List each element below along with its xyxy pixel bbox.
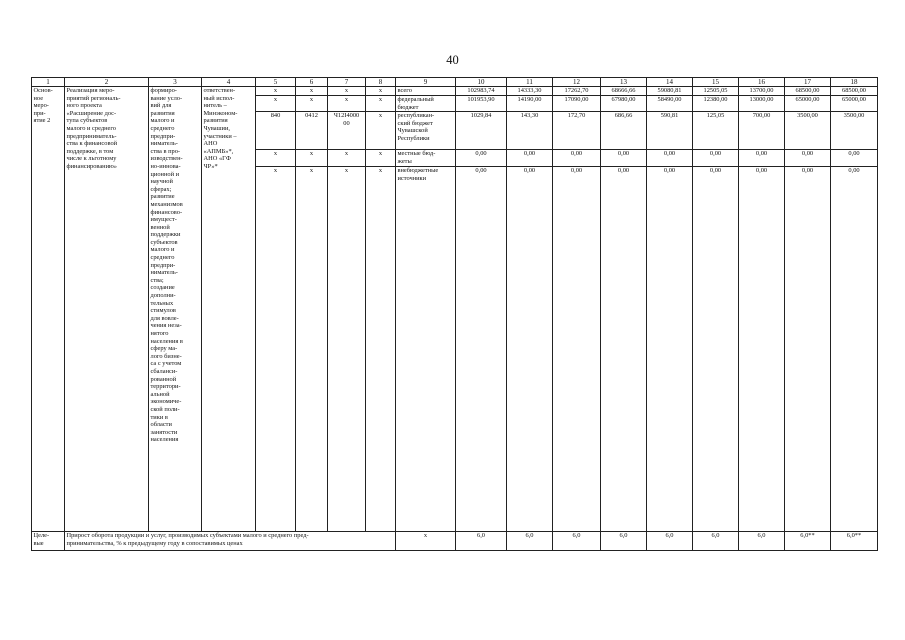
table-cell [256, 183, 296, 532]
table-cell: x [366, 167, 396, 184]
table-cell [507, 183, 553, 532]
column-number: 3 [149, 78, 202, 87]
table-cell [785, 183, 831, 532]
activity-name-cell: Реализация меро- приятий региональ- ного проекта «Расширение дос- тупа субъектов малого и среднего предприниматель- ства к финансовой поддержке, в том числе к льготному финансированию» [65, 87, 149, 532]
column-number-row [32, 78, 878, 87]
table-cell: 840 [256, 112, 296, 150]
table-cell: x [396, 532, 456, 551]
value-cell: 59080,81 [647, 87, 693, 96]
table-cell: x [256, 96, 296, 112]
value-cell: 68500,00 [831, 87, 878, 96]
value-cell: 125,05 [693, 112, 739, 150]
activity-goal-cell: формиро- вание усло- вий для развития малого и среднего предпри- ниматель- ства в про- изводствен- но-иннова- ционной и научной сферах; развитие механизмов финансово- имущест- венной поддержки субъектов малого и среднего предпри- ниматель- ства; создание дополни- тельных стимулов для вовле- чения неза- нятого населения в сферу ма- лого бизне- са с учетом сбаланси- рованной территори- альной экономиче- ской поли- тики в области занятости населения [149, 87, 202, 532]
funding-source-cell: местные бюд- жеты [396, 150, 456, 167]
value-cell: 68500,00 [785, 87, 831, 96]
value-cell: 0,00 [456, 150, 507, 167]
column-number: 2 [65, 78, 149, 87]
value-cell: 0,00 [739, 167, 785, 184]
value-cell: 0,00 [507, 150, 553, 167]
table-cell [328, 183, 366, 532]
value-cell: 65000,00 [831, 96, 878, 112]
column-number: 6 [296, 78, 328, 87]
value-cell: 6,0 [601, 532, 647, 551]
column-number: 9 [396, 78, 456, 87]
table-cell: x [328, 167, 366, 184]
table-cell: x [366, 87, 396, 96]
table-cell [296, 183, 328, 532]
column-number: 15 [693, 78, 739, 87]
page-number: 40 [446, 53, 459, 67]
value-cell: 6,0 [693, 532, 739, 551]
value-cell: 68666,66 [601, 87, 647, 96]
column-number: 11 [507, 78, 553, 87]
table-cell [553, 183, 601, 532]
value-cell: 0,00 [831, 167, 878, 184]
value-cell: 1029,84 [456, 112, 507, 150]
funding-source-cell: всего [396, 87, 456, 96]
column-number: 14 [647, 78, 693, 87]
value-cell: 6,0 [553, 532, 601, 551]
column-number: 4 [202, 78, 256, 87]
column-number: 8 [366, 78, 396, 87]
value-cell: 14333,30 [507, 87, 553, 96]
value-cell: 3500,00 [785, 112, 831, 150]
value-cell: 0,00 [693, 150, 739, 167]
column-number: 7 [328, 78, 366, 87]
table-cell: x [296, 87, 328, 96]
table-cell [366, 183, 396, 532]
value-cell: 0,00 [507, 167, 553, 184]
value-cell: 6,0 [456, 532, 507, 551]
column-number: 1 [32, 78, 65, 87]
table-cell: x [256, 167, 296, 184]
column-number: 5 [256, 78, 296, 87]
value-cell: 101953,90 [456, 96, 507, 112]
value-cell: 0,00 [647, 150, 693, 167]
table-cell: x [256, 150, 296, 167]
value-cell: 6,0** [831, 532, 878, 551]
value-cell: 65000,00 [785, 96, 831, 112]
value-cell: 172,70 [553, 112, 601, 150]
value-cell: 0,00 [456, 167, 507, 184]
column-number: 16 [739, 78, 785, 87]
value-cell: 13000,00 [739, 96, 785, 112]
value-cell: 58490,00 [647, 96, 693, 112]
value-cell: 0,00 [831, 150, 878, 167]
table-cell: x [366, 150, 396, 167]
target-indicator-cell: Прирост оборота продукции и услуг, производимых субъектами малого и среднего пред- принимательства, % к предыдущему году в сопоставимых ценах [65, 532, 396, 551]
value-cell: 0,00 [553, 167, 601, 184]
table-cell [456, 183, 507, 532]
table-cell: x [366, 112, 396, 150]
value-cell: 700,00 [739, 112, 785, 150]
column-number: 13 [601, 78, 647, 87]
target-indicator-row [32, 532, 878, 551]
funding-source-cell: федеральный бюджет [396, 96, 456, 112]
value-cell: 17262,70 [553, 87, 601, 96]
value-cell: 143,30 [507, 112, 553, 150]
table-cell: x [296, 167, 328, 184]
column-number: 17 [785, 78, 831, 87]
table-cell [647, 183, 693, 532]
value-cell: 102983,74 [456, 87, 507, 96]
table-row [32, 87, 878, 96]
value-cell: 0,00 [601, 167, 647, 184]
value-cell: 6,0 [507, 532, 553, 551]
value-cell: 12505,05 [693, 87, 739, 96]
value-cell: 0,00 [601, 150, 647, 167]
value-cell: 12380,00 [693, 96, 739, 112]
program-table [31, 77, 878, 551]
table-cell: x [328, 150, 366, 167]
table-cell: x [296, 96, 328, 112]
value-cell: 14190,00 [507, 96, 553, 112]
value-cell: 0,00 [785, 167, 831, 184]
table-cell [396, 183, 456, 532]
responsible-executor-cell: ответствен- ный испол- нитель – Минэконом- развития Чувашии, участники – АНО «АПМБ»*, АНО «ГФ ЧР»* [202, 87, 256, 532]
table-cell [693, 183, 739, 532]
table-cell [601, 183, 647, 532]
value-cell: 0,00 [739, 150, 785, 167]
value-cell: 686,66 [601, 112, 647, 150]
table-cell: Ч12I4000 00 [328, 112, 366, 150]
activity-number-cell: Основ- ное меро- при- ятие 2 [32, 87, 65, 532]
table-cell: x [328, 87, 366, 96]
table-cell: x [366, 96, 396, 112]
value-cell: 6,0 [647, 532, 693, 551]
value-cell: 3500,00 [831, 112, 878, 150]
value-cell: 590,81 [647, 112, 693, 150]
value-cell: 67980,00 [601, 96, 647, 112]
table-cell: x [328, 96, 366, 112]
value-cell: 6,0 [739, 532, 785, 551]
value-cell: 0,00 [647, 167, 693, 184]
value-cell: 13700,00 [739, 87, 785, 96]
table-cell [831, 183, 878, 532]
funding-source-cell: республикан- ский бюджет Чувашской Республики [396, 112, 456, 150]
table-cell: 0412 [296, 112, 328, 150]
column-number: 18 [831, 78, 878, 87]
table-cell: x [256, 87, 296, 96]
table-cell [739, 183, 785, 532]
value-cell: 0,00 [785, 150, 831, 167]
column-number: 10 [456, 78, 507, 87]
funding-source-cell: внебюджетные источники [396, 167, 456, 184]
value-cell: 0,00 [553, 150, 601, 167]
column-number: 12 [553, 78, 601, 87]
value-cell: 6,0** [785, 532, 831, 551]
value-cell: 17090,00 [553, 96, 601, 112]
target-label-cell: Целе- вые [32, 532, 65, 551]
value-cell: 0,00 [693, 167, 739, 184]
table-cell: x [296, 150, 328, 167]
